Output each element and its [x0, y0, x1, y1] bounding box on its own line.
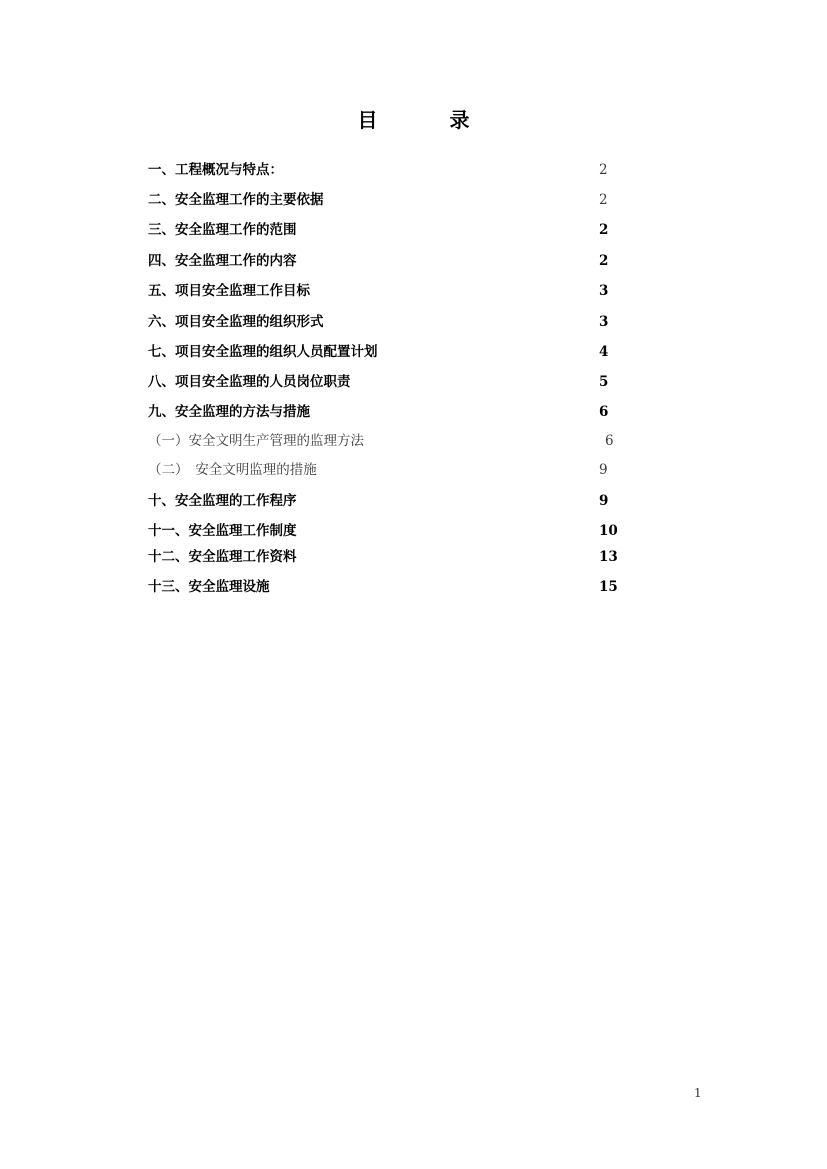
toc-entry-page: 5 [599, 374, 609, 390]
toc-entry-label: 十、安全监理的工作程序 [148, 493, 297, 509]
toc-entry[interactable] [148, 281, 628, 301]
toc-entry-label: （二） 安全文明监理的措施 [148, 462, 317, 478]
toc-entry[interactable] [148, 251, 628, 271]
toc-entry[interactable] [148, 220, 628, 240]
toc-entry-page: 2 [599, 222, 609, 238]
toc-entry-page: 4 [599, 344, 609, 360]
toc-entry-label: 十一、安全监理工作制度 [148, 523, 297, 539]
toc-entry-page: 9 [599, 493, 609, 509]
toc-entry-page: 2 [599, 253, 609, 269]
toc-entry-label: 三、安全监理工作的范围 [148, 222, 297, 238]
toc-entry[interactable] [148, 160, 628, 180]
toc-entry[interactable] [148, 491, 628, 511]
toc-entry-page: 3 [599, 314, 609, 330]
toc-entry-label: 八、项目安全监理的人员岗位职责 [148, 374, 351, 390]
toc-entry[interactable] [148, 372, 628, 392]
toc-entry[interactable] [148, 547, 628, 567]
toc-entry-page: 3 [599, 283, 609, 299]
toc-entry-page: 13 [599, 549, 618, 565]
toc-subentry[interactable] [148, 431, 628, 451]
toc-entry-label: 五、项目安全监理工作目标 [148, 283, 310, 299]
toc-entry-label: 六、项目安全监理的组织形式 [148, 314, 324, 330]
toc-entry-page: 2 [599, 162, 608, 178]
toc-entry-page: 10 [599, 523, 618, 539]
toc-entry[interactable] [148, 402, 628, 422]
toc-entry-page: 6 [605, 433, 614, 449]
toc-entry[interactable] [148, 190, 628, 210]
toc-entry-page: 6 [599, 404, 609, 420]
toc-entry-label: （一）安全文明生产管理的监理方法 [148, 433, 364, 449]
toc-entry-label: 十三、安全监理设施 [148, 579, 270, 595]
toc-entry[interactable] [148, 521, 628, 541]
toc-entry[interactable] [148, 342, 628, 362]
page-number: 1 [694, 1086, 702, 1100]
toc-entry-label: 四、安全监理工作的内容 [148, 253, 297, 269]
toc-entry-page: 15 [599, 579, 618, 595]
toc-entry-page: 9 [599, 462, 608, 478]
toc-entry-label: 一、工程概况与特点： [148, 162, 283, 178]
toc-entry-label: 七、项目安全监理的组织人员配置计划 [148, 344, 378, 360]
toc-entry[interactable] [148, 577, 628, 597]
toc-entry-page: 2 [599, 192, 608, 208]
toc-entry-label: 二、安全监理工作的主要依据 [148, 192, 324, 208]
toc-entry[interactable] [148, 312, 628, 332]
toc-subentry[interactable] [148, 460, 628, 480]
toc-title: 目 录 [357, 108, 496, 132]
toc-entry-label: 十二、安全监理工作资料 [148, 549, 297, 565]
toc-entry-label: 九、安全监理的方法与措施 [148, 404, 310, 420]
